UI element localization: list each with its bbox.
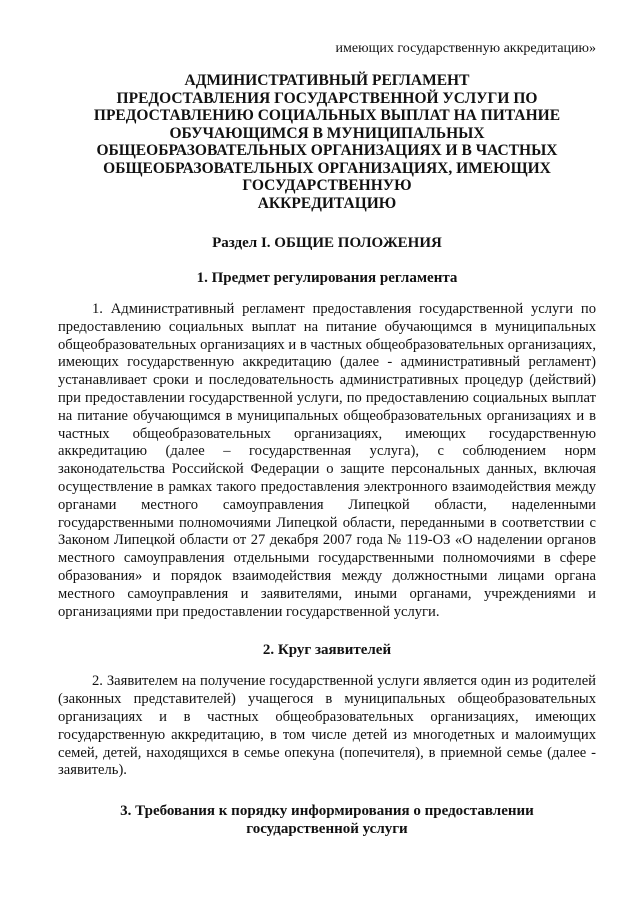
title-line: ОБЩЕОБРАЗОВАТЕЛЬНЫХ ОРГАНИЗАЦИЯХ И В ЧАСТНЫХ: [96, 142, 558, 159]
title-line: ГОСУДАРСТВЕННУЮ: [242, 177, 412, 194]
subsection-heading-3-line: государственной услуги: [246, 821, 408, 838]
subsection-heading-2: 2. Круг заявителей: [262, 642, 392, 659]
paragraph-2: 2. Заявителем на получение государственной услуги является один из родителей (законных представителей) учащегося в муниципальных общеобразовательных организациях и в частных общеобразовательных организациях, имеющих государственную аккредитацию, в том числе детей из многодетных и малоимущих семей, детей, находящихся в семье опекуна (попечителя), в приемной семье (далее - заявитель).: [58, 673, 596, 779]
title-line: ПРЕДОСТАВЛЕНИЯ ГОСУДАРСТВЕННОЙ УСЛУГИ ПО: [116, 89, 538, 107]
title-line: ПРЕДОСТАВЛЕНИЮ СОЦИАЛЬНЫХ ВЫПЛАТ НА ПИТАНИЕ: [93, 107, 561, 124]
document-title: [58, 72, 596, 212]
section-heading: Раздел I. ОБЩИЕ ПОЛОЖЕНИЯ: [212, 235, 442, 251]
running-header: имеющих государственную аккредитацию»: [335, 41, 596, 56]
title-line: АККРЕДИТАЦИЮ: [257, 194, 397, 212]
paragraph-1: 1. Административный регламент предоставления государственной услуги по предоставлению социальных выплат на питание обучающимся в муниципальных общеобразовательных организациях и в частных общеобразовательных организациях, имеющих государственную аккредитацию (далее - административный регламент) устанавливает сроки и последовательность административных процедур (действий) при предоставлении государственной услуги, по предоставлению социальных выплат на питание обучающимся в муниципальных общеобразовательных организациях и в частных общеобразовательных организациях, имеющих государственную аккредитацию (далее – государственная услуга), с соблюдением норм законодательства Российской Федерации о защите персональных данных, включая осуществление в рамках такого предоставления электронного взаимодействия между органами местного самоуправления Липецкой области, наделенными государственными полномочиями Липецкой области, переданными в соответствии с Законом Липецкой области от 27 декабря 2007 года № 119-ОЗ «О наделении органов местного самоуправления отдельными государственными полномочиями в сфере образования» и порядок взаимодействия между должностными лицами органа местного самоуправления и заявителями, иными органами, учреждениями и организациями при предоставлении государственной услуги.: [58, 301, 596, 620]
title-line: АДМИНИСТРАТИВНЫЙ РЕГЛАМЕНТ: [184, 72, 470, 89]
title-line: ОБЩЕОБРАЗОВАТЕЛЬНЫХ ОРГАНИЗАЦИЯХ, ИМЕЮЩИХ: [103, 159, 551, 177]
subsection-heading-3-line: 3. Требования к порядку информирования о предоставлении: [120, 803, 534, 820]
title-line: ОБУЧАЮЩИМСЯ В МУНИЦИПАЛЬНЫХ: [169, 124, 485, 142]
subsection-heading-1: 1. Предмет регулирования регламента: [196, 270, 458, 286]
subsection-heading-3: [58, 802, 596, 838]
